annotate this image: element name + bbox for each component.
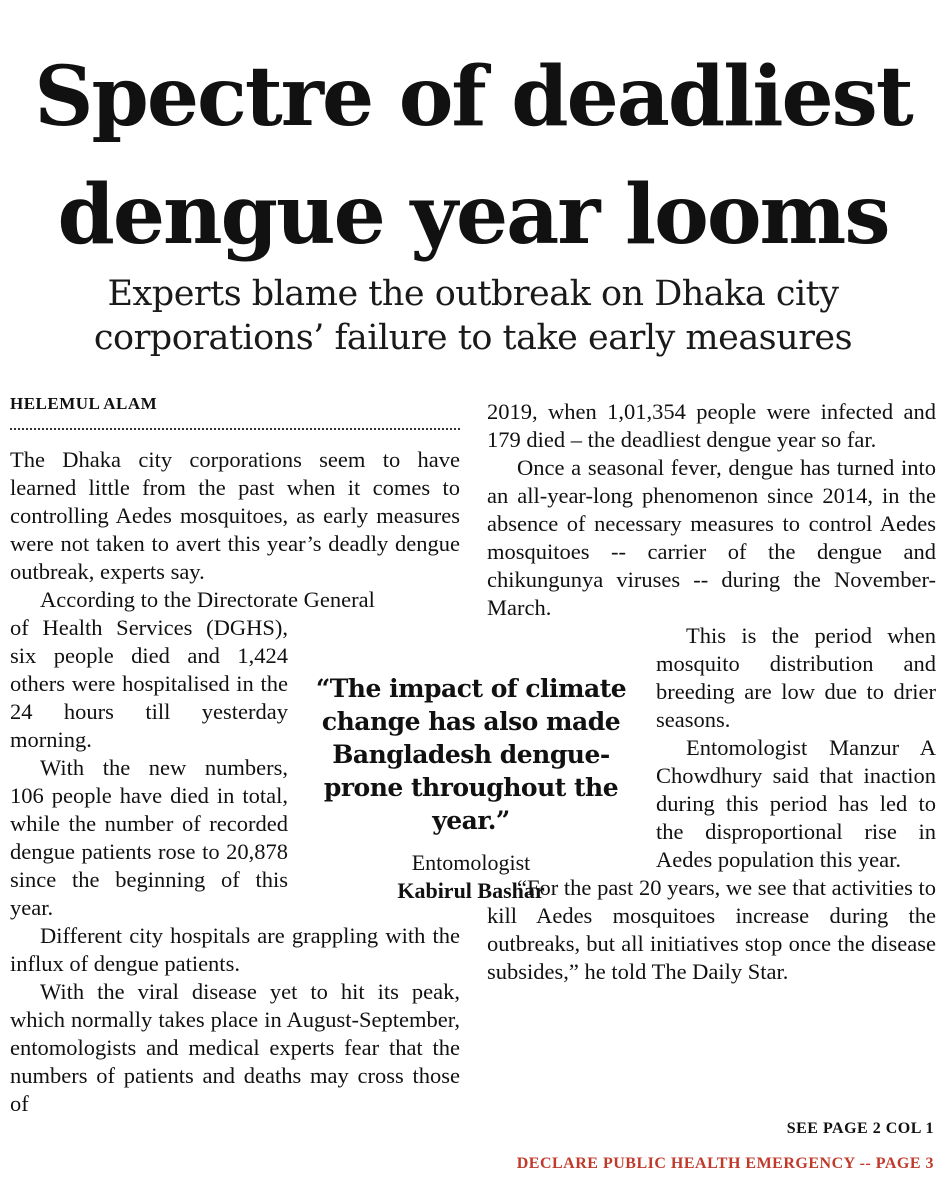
pull-quote-attribution-role: Entomologist [411,850,531,875]
byline: HELEMUL ALAM [10,394,158,413]
wrapped-text-block [10,614,288,922]
paragraph: Different city hospitals are grappling with the influx of dengue patients. [10,923,460,976]
paragraph: “For the past 20 years, we see that activities to kill Aedes mosquitoes increase during the outbreaks, but all initiatives stop once the disease subsides,” he told The Daily Star. [487,875,936,984]
paragraph: The Dhaka city corporations seem to have learned little from the past when it comes to controlling Aedes mosquitoes, as early measures were not taken to avert this year’s deadly dengue outbreak, experts say. [10,447,460,584]
paragraph: Once a seasonal fever, dengue has turned into an all-year-long phenomenon since 2014, in the absence of necessary measures to control Aedes mosquitoes -- carrier of the dengue and chikungunya viruses -- during the November-March. [487,455,936,620]
continued-jump-line[interactable]: SEE PAGE 2 COL 1 [786,1120,934,1137]
subhead-line-1: Experts blame the outbreak on Dhaka city [107,274,839,314]
paragraph: According to the Directorate General [40,587,375,612]
pull-quote-attribution-name: Kabirul Bashar [397,878,545,903]
wrapped-text-block [656,622,936,874]
byline-divider [10,428,460,430]
paragraph: With the viral disease yet to hit its peak, which normally takes place in August-September, entomologists and medical experts fear that the numbers of patients and deaths may cross those of [10,979,460,1116]
headline [0,38,946,274]
headline-line-2: dengue year looms [57,167,889,263]
related-story-link[interactable]: DECLARE PUBLIC HEALTH EMERGENCY -- PAGE 3 [516,1155,934,1172]
paragraph: 2019, when 1,01,354 people were infected and 179 died – the deadliest dengue year so far. [487,399,936,452]
paragraph: of Health Services (DGHS), six people died and 1,424 others were hospitalised in the 24 hours till yesterday morning. [10,615,288,752]
paragraph: Entomologist Manzur A Chowdhury said that inaction during this period has led to the disproportional rise in Aedes population this year. [656,735,936,872]
subheadline [0,272,946,360]
pull-quote [312,672,630,905]
paragraph: This is the period when mosquito distribution and breeding are low due to drier seasons. [656,623,936,732]
subhead-line-2: corporations’ failure to take early measures [93,318,853,358]
pull-quote-text: “The impact of climate change has also made Bangladesh dengue-prone throughout the year.” [315,674,627,835]
paragraph: With the new numbers, 106 people have died in total, while the number of recorded dengue patients rose to 20,878 since the beginning of this year. [10,755,288,920]
headline-line-1: Spectre of deadliest [34,49,912,145]
